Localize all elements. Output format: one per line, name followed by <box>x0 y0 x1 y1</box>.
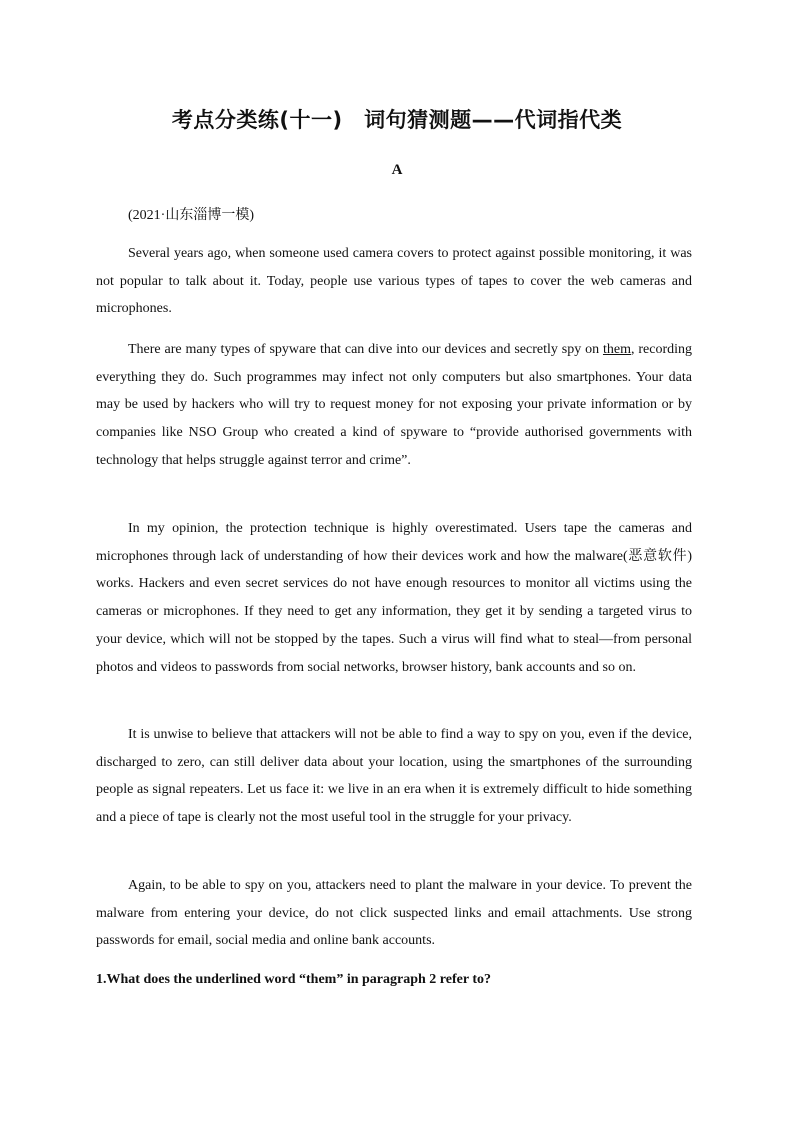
question-1: 1.What does the underlined word “them” in paragraph 2 refer to? <box>96 972 491 987</box>
paragraph-4 <box>96 721 692 832</box>
paragraph-1 <box>96 240 692 323</box>
paragraph-2 <box>96 336 692 475</box>
page-title: 考点分类练(十一) 词句猜测题——代词指代类 <box>171 108 623 132</box>
source-note: (2021·山东淄博一模) <box>128 208 254 223</box>
paragraph-2-before: There are many types of spyware that can dive into our devices and secretly spy on <box>128 342 603 357</box>
paragraph-2-after: , recording everything they do. Such programmes may infect not only computers but also smartphones. Your data may be used by hackers who will try to request money for not exposing your private information or by companies like NSO Group who created a kind of spyware to “provide authorised governments with technology that helps struggle against terror and crime”. <box>96 342 692 468</box>
paragraph-5-text: Again, to be able to spy on you, attackers need to plant the malware in your device. To prevent the malware from entering your device, do not click suspected links and email attachments. Use strong passwords for email, social media and online bank accounts. <box>96 878 692 949</box>
paragraph-1-text: Several years ago, when someone used camera covers to protect against possible monitoring, it was not popular to talk about it. Today, people use various types of tapes to cover the web cameras and microphones. <box>96 246 692 317</box>
paragraph-2-text <box>96 336 692 475</box>
underlined-word: them <box>602 342 631 357</box>
paragraph-5 <box>96 872 692 955</box>
section-label: A <box>391 162 403 178</box>
paragraph-3 <box>96 515 692 681</box>
paragraph-4-text: It is unwise to believe that attackers will not be able to find a way to spy on you, even if the device, discharged to zero, can still deliver data about your location, using the smartphones of the surrounding people as signal repeaters. Let us face it: we live in an era when it is extremely difficult to hide something and a piece of tape is clearly not the most useful tool in the struggle for your privacy. <box>96 727 692 826</box>
paragraph-3-text: In my opinion, the protection technique is highly overestimated. Users tape the cameras and microphones through lack of understanding of how their devices work and how the malware(恶意软件) works. Hackers and even secret services do not have enough resources to monitor all victims using the cameras or microphones. If they need to get any information, they get it by sending a targeted virus to your device, which will not be stopped by the tapes. Such a virus will find what to steal—from personal photos and videos to passwords from social networks, browser history, bank accounts and so on. <box>96 521 692 675</box>
